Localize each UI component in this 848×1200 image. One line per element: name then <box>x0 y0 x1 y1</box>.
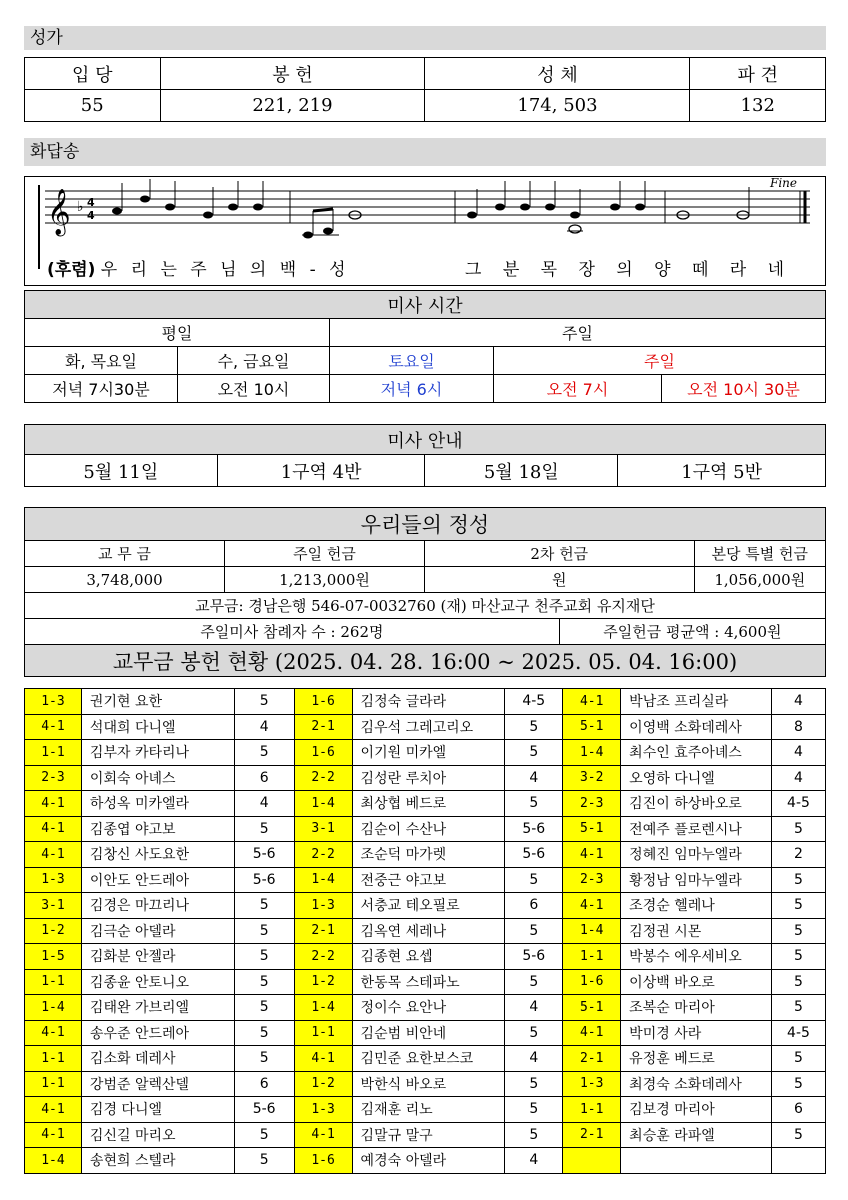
month-cell: 8 <box>771 714 825 740</box>
district-cell: 1-1 <box>25 1046 82 1072</box>
district-cell: 4-1 <box>294 1122 352 1148</box>
district-cell: 1-6 <box>294 740 352 766</box>
hymn-value: 132 <box>690 90 826 122</box>
offering-header: 교 무 금 <box>25 541 225 567</box>
mass-guide-title: 미사 안내 <box>25 425 826 455</box>
donor-name-cell: 김민준 요한보스코 <box>352 1046 505 1072</box>
donor-name-cell: 김신길 마리오 <box>81 1122 234 1148</box>
mass-guide-table <box>24 424 826 487</box>
district-cell: 1-3 <box>294 1097 352 1123</box>
donor-name-cell: 김종엽 야고보 <box>81 816 234 842</box>
district-cell: 5-1 <box>563 816 621 842</box>
offering-value: 3,748,000 <box>25 567 225 593</box>
donor-name-cell: 김극순 아델라 <box>81 918 234 944</box>
donor-name-cell: 김종현 요셉 <box>352 944 505 970</box>
month-cell: 5-6 <box>505 842 563 868</box>
month-cell: 5 <box>505 1122 563 1148</box>
hymn-section-title: 성가 <box>24 26 826 50</box>
donor-name-cell: 하성옥 미카엘라 <box>81 791 234 817</box>
account-info: 교무금: 경남은행 546-07-0032760 (재) 마산교구 천주교회 유지재단 <box>25 593 826 619</box>
donor-name-cell: 이안도 안드레아 <box>81 867 234 893</box>
hymn-value: 55 <box>25 90 161 122</box>
donor-name-cell: 김재훈 리노 <box>352 1097 505 1123</box>
donor-name-cell: 송우준 안드레아 <box>81 1020 234 1046</box>
district-cell: 1-6 <box>294 689 352 715</box>
district-cell: 3-1 <box>294 816 352 842</box>
donor-name-cell: 최상협 베드로 <box>352 791 505 817</box>
donor-name-cell: 김창신 사도요한 <box>81 842 234 868</box>
treble-clef-icon: 𝄞 <box>47 189 71 235</box>
month-cell: 5 <box>771 816 825 842</box>
table-row <box>25 1122 826 1148</box>
donor-name-cell: 김성란 루치아 <box>352 765 505 791</box>
time-value: 저녁 6시 <box>330 375 494 403</box>
donor-name-cell: 박한식 바오로 <box>352 1071 505 1097</box>
month-cell: 4 <box>771 689 825 715</box>
donor-name-cell: 황정남 임마누엘라 <box>621 867 772 893</box>
month-cell: 5 <box>234 1020 294 1046</box>
month-cell: 5 <box>234 740 294 766</box>
month-cell: 4 <box>505 1046 563 1072</box>
month-cell: 5-6 <box>234 867 294 893</box>
donor-name-cell: 정혜진 임마누엘라 <box>621 842 772 868</box>
month-cell: 5-6 <box>234 1097 294 1123</box>
district-cell: 1-2 <box>294 969 352 995</box>
month-cell: 6 <box>234 1071 294 1097</box>
month-cell: 5 <box>771 918 825 944</box>
time-value: 오전 7시 <box>494 375 662 403</box>
district-cell: 1-1 <box>294 1020 352 1046</box>
month-cell: 5 <box>505 1020 563 1046</box>
donor-name-cell: 김순범 비안네 <box>352 1020 505 1046</box>
district-cell: 1-3 <box>563 1071 621 1097</box>
attendance-count: 주일미사 참례자 수 : 262명 <box>25 619 560 645</box>
offering-value: 1,213,000원 <box>225 567 425 593</box>
month-cell: 4 <box>771 765 825 791</box>
month-cell: 5 <box>234 1148 294 1174</box>
table-row <box>25 1097 826 1123</box>
table-row <box>25 1020 826 1046</box>
table-row <box>25 995 826 1021</box>
donor-name-cell: 김말규 말구 <box>352 1122 505 1148</box>
month-cell: 4 <box>234 714 294 740</box>
table-row <box>25 969 826 995</box>
district-cell: 2-3 <box>563 867 621 893</box>
month-cell: 5 <box>234 995 294 1021</box>
table-row <box>25 918 826 944</box>
guide-item: 1구역 5반 <box>618 455 826 487</box>
district-cell: 1-2 <box>294 1071 352 1097</box>
offering-header: 2차 헌금 <box>425 541 695 567</box>
district-cell: 1-4 <box>294 995 352 1021</box>
offering-table <box>24 507 826 677</box>
donor-name-cell: 조복순 마리아 <box>621 995 772 1021</box>
donor-name-cell: 최경숙 소화데레사 <box>621 1071 772 1097</box>
lyrics-line <box>47 255 350 280</box>
donor-name-cell: 한동목 스테파노 <box>352 969 505 995</box>
month-cell: 5 <box>234 918 294 944</box>
donor-name-cell: 박미경 사라 <box>621 1020 772 1046</box>
district-cell: 1-1 <box>563 944 621 970</box>
district-cell: 4-1 <box>25 791 82 817</box>
donor-name-cell: 이회숙 아녜스 <box>81 765 234 791</box>
month-cell: 6 <box>771 1097 825 1123</box>
district-cell: 1-4 <box>563 918 621 944</box>
donor-name-cell: 김정숙 글라라 <box>352 689 505 715</box>
donor-list-table <box>24 688 826 1174</box>
svg-text:4: 4 <box>87 209 95 222</box>
district-cell: 1-4 <box>563 740 621 766</box>
month-cell: 4 <box>771 740 825 766</box>
donor-name-cell: 최승훈 라파엘 <box>621 1122 772 1148</box>
district-cell: 1-2 <box>25 918 82 944</box>
offering-header: 주일 헌금 <box>225 541 425 567</box>
donor-name-cell: 김소화 데레사 <box>81 1046 234 1072</box>
day-label: 화, 목요일 <box>25 347 178 375</box>
month-cell: 5 <box>505 740 563 766</box>
month-cell: 5 <box>771 995 825 1021</box>
donor-name-cell: 김우석 그레고리오 <box>352 714 505 740</box>
district-cell: 4-1 <box>25 1097 82 1123</box>
month-cell: 5 <box>234 816 294 842</box>
donor-name-cell: 정이수 요안나 <box>352 995 505 1021</box>
month-cell: 5 <box>505 714 563 740</box>
offering-title: 우리들의 정성 <box>25 508 826 541</box>
month-cell: 5 <box>505 791 563 817</box>
district-cell: 2-1 <box>563 1046 621 1072</box>
month-cell: 5 <box>771 944 825 970</box>
donor-name-cell: 김정권 시몬 <box>621 918 772 944</box>
month-cell: 4 <box>505 1148 563 1174</box>
table-row <box>25 689 826 715</box>
month-cell: 5 <box>234 1046 294 1072</box>
month-cell: 5 <box>505 867 563 893</box>
offering-value: 원 <box>425 567 695 593</box>
music-score <box>24 176 826 286</box>
district-cell: 1-1 <box>563 1097 621 1123</box>
district-cell: 1-5 <box>25 944 82 970</box>
time-value: 오전 10시 30분 <box>662 375 826 403</box>
donor-name-cell: 김보경 마리아 <box>621 1097 772 1123</box>
month-cell: 4-5 <box>771 1020 825 1046</box>
month-cell: 5 <box>771 1071 825 1097</box>
day-label-saturday: 토요일 <box>330 347 494 375</box>
month-cell: 5 <box>234 944 294 970</box>
donor-name-cell: 조순덕 마가렛 <box>352 842 505 868</box>
donor-name-cell: 유정훈 베드로 <box>621 1046 772 1072</box>
district-cell: 2-1 <box>294 714 352 740</box>
district-cell: 2-2 <box>294 842 352 868</box>
district-cell: 4-1 <box>25 1020 82 1046</box>
donor-name-cell: 박남조 프리실라 <box>621 689 772 715</box>
month-cell: 4 <box>505 765 563 791</box>
donor-name-cell: 김순이 수산나 <box>352 816 505 842</box>
district-cell: 4-1 <box>25 714 82 740</box>
lyrics-first: 우 리 는 주 님 의 백 - 성 <box>100 260 350 280</box>
donor-name-cell: 김경은 마끄리나 <box>81 893 234 919</box>
offering-value: 1,056,000원 <box>694 567 825 593</box>
table-row <box>25 944 826 970</box>
district-cell: 2-1 <box>563 1122 621 1148</box>
refrain-label: (후렴) <box>47 260 96 280</box>
table-row <box>25 816 826 842</box>
responsorial-section-title: 화답송 <box>24 138 826 166</box>
district-cell: 2-2 <box>294 765 352 791</box>
month-cell: 2 <box>771 842 825 868</box>
status-title: 교무금 봉헌 현황 (2025. 04. 28. 16:00 ~ 2025. 05. 04. 16:00) <box>25 645 826 677</box>
month-cell: 5 <box>234 969 294 995</box>
district-cell: 1-3 <box>25 689 82 715</box>
lyrics-second: 그 분 목 장 의 양 떼 라 네 <box>465 260 793 280</box>
district-cell: 4-1 <box>563 689 621 715</box>
sunday-header: 주일 <box>330 319 826 347</box>
month-cell: 5 <box>234 1122 294 1148</box>
month-cell: 5 <box>771 1046 825 1072</box>
month-cell: 5 <box>234 689 294 715</box>
table-row <box>25 1046 826 1072</box>
month-cell: 5 <box>505 1097 563 1123</box>
table-row <box>25 1071 826 1097</box>
month-cell: 5 <box>771 893 825 919</box>
donor-name-cell: 이상백 바오로 <box>621 969 772 995</box>
month-cell: 5-6 <box>505 944 563 970</box>
hymn-header: 입 당 <box>25 58 161 90</box>
mass-time-table <box>24 290 826 403</box>
hymn-header: 성 체 <box>425 58 690 90</box>
district-cell: 4-1 <box>563 1020 621 1046</box>
donor-name-cell: 예경숙 아델라 <box>352 1148 505 1174</box>
month-cell: 4-5 <box>771 791 825 817</box>
district-cell: 5-1 <box>563 714 621 740</box>
district-cell: 1-4 <box>294 791 352 817</box>
district-cell: 2-2 <box>294 944 352 970</box>
time-value: 저녁 7시30분 <box>25 375 178 403</box>
district-cell: 5-1 <box>563 995 621 1021</box>
donor-name-cell: 김경 다니엘 <box>81 1097 234 1123</box>
month-cell: 5 <box>505 918 563 944</box>
donor-name-cell: 김종윤 안토니오 <box>81 969 234 995</box>
donor-name-cell: 김옥연 세레나 <box>352 918 505 944</box>
month-cell: 6 <box>505 893 563 919</box>
donor-name-cell: 석대희 다니엘 <box>81 714 234 740</box>
donor-name-cell: 송현희 스텔라 <box>81 1148 234 1174</box>
month-cell: 5-6 <box>234 842 294 868</box>
day-label: 수, 금요일 <box>178 347 330 375</box>
district-cell: 3-2 <box>563 765 621 791</box>
district-cell: 2-1 <box>294 918 352 944</box>
weekday-header: 평일 <box>25 319 330 347</box>
table-row <box>25 791 826 817</box>
table-row <box>25 1148 826 1174</box>
month-cell: 5 <box>771 867 825 893</box>
month-cell: 5 <box>505 969 563 995</box>
hymn-value: 221, 219 <box>160 90 425 122</box>
district-cell: 4-1 <box>25 1122 82 1148</box>
guide-item: 5월 11일 <box>25 455 218 487</box>
average-offering: 주일헌금 평균액 : 4,600원 <box>559 619 825 645</box>
district-cell <box>563 1148 621 1174</box>
district-cell: 1-6 <box>294 1148 352 1174</box>
district-cell: 1-1 <box>25 1071 82 1097</box>
donor-name-cell: 이영백 소화데레사 <box>621 714 772 740</box>
donor-name-cell: 김부자 카타리나 <box>81 740 234 766</box>
donor-name-cell: 서충교 테오필로 <box>352 893 505 919</box>
table-row <box>25 740 826 766</box>
month-cell: 5-6 <box>505 816 563 842</box>
table-row <box>25 867 826 893</box>
month-cell <box>771 1148 825 1174</box>
donor-name-cell: 이기원 미카엘 <box>352 740 505 766</box>
donor-name-cell: 강범준 알렉산델 <box>81 1071 234 1097</box>
month-cell: 4 <box>234 791 294 817</box>
month-cell: 5 <box>505 1071 563 1097</box>
district-cell: 3-1 <box>25 893 82 919</box>
district-cell: 1-1 <box>25 740 82 766</box>
time-value: 오전 10시 <box>178 375 330 403</box>
fine-mark: Fine <box>770 177 797 190</box>
hymn-value: 174, 503 <box>425 90 690 122</box>
table-row <box>25 714 826 740</box>
table-row <box>25 765 826 791</box>
svg-text:♭: ♭ <box>77 199 84 215</box>
mass-time-title: 미사 시간 <box>25 291 826 319</box>
district-cell: 2-3 <box>563 791 621 817</box>
district-cell: 4-1 <box>25 816 82 842</box>
month-cell: 4-5 <box>505 689 563 715</box>
hymn-table <box>24 57 826 122</box>
donor-name-cell: 최수인 효주아녜스 <box>621 740 772 766</box>
donor-name-cell: 전예주 플로렌시나 <box>621 816 772 842</box>
donor-name-cell: 박봉수 에우세비오 <box>621 944 772 970</box>
hymn-header: 파 견 <box>690 58 826 90</box>
district-cell: 4-1 <box>25 842 82 868</box>
district-cell: 2-3 <box>25 765 82 791</box>
table-row <box>25 842 826 868</box>
district-cell: 4-1 <box>563 842 621 868</box>
donor-name-cell: 전중근 야고보 <box>352 867 505 893</box>
month-cell: 5 <box>771 969 825 995</box>
district-cell: 4-1 <box>294 1046 352 1072</box>
svg-text:4: 4 <box>87 196 95 209</box>
district-cell: 1-4 <box>294 867 352 893</box>
donor-name-cell: 김태완 가브리엘 <box>81 995 234 1021</box>
district-cell: 1-1 <box>25 969 82 995</box>
district-cell: 4-1 <box>563 893 621 919</box>
month-cell: 5 <box>234 893 294 919</box>
hymn-header: 봉 헌 <box>160 58 425 90</box>
donor-name-cell: 김진이 하상바오로 <box>621 791 772 817</box>
table-row <box>25 893 826 919</box>
offering-header: 본당 특별 헌금 <box>694 541 825 567</box>
district-cell: 1-6 <box>563 969 621 995</box>
month-cell: 4 <box>505 995 563 1021</box>
month-cell: 6 <box>234 765 294 791</box>
district-cell: 1-4 <box>25 995 82 1021</box>
guide-item: 1구역 4반 <box>217 455 425 487</box>
donor-name-cell: 조경순 헬레나 <box>621 893 772 919</box>
district-cell: 1-3 <box>25 867 82 893</box>
guide-item: 5월 18일 <box>425 455 618 487</box>
month-cell: 5 <box>771 1122 825 1148</box>
district-cell: 1-3 <box>294 893 352 919</box>
donor-name-cell: 오영하 다니엘 <box>621 765 772 791</box>
donor-name-cell <box>621 1148 772 1174</box>
donor-name-cell: 김화분 안젤라 <box>81 944 234 970</box>
district-cell: 1-4 <box>25 1148 82 1174</box>
donor-name-cell: 권기현 요한 <box>81 689 234 715</box>
day-label-sunday: 주일 <box>494 347 826 375</box>
